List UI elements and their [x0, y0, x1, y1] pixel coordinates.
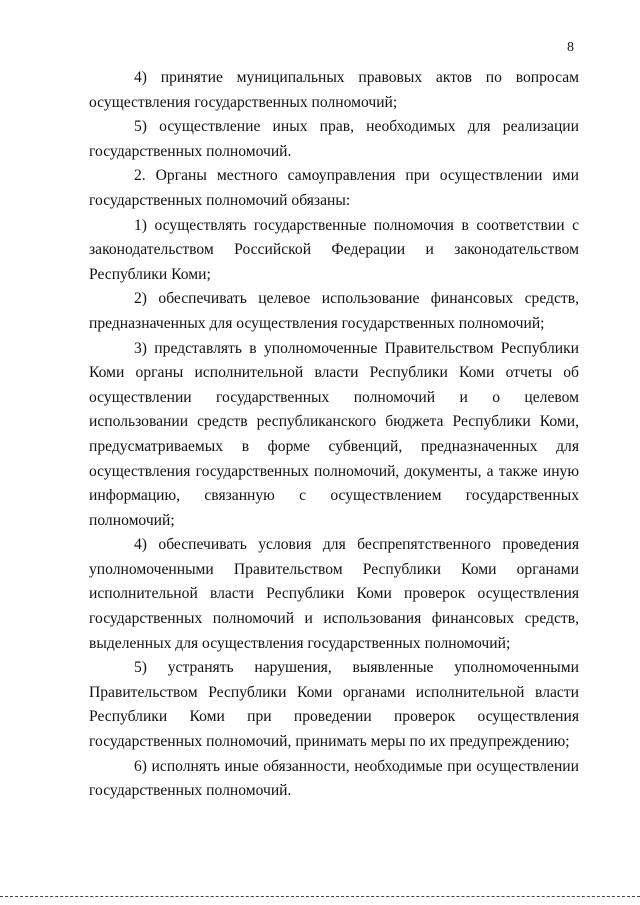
footer-rule — [0, 896, 640, 898]
paragraph-obligation-5: 5) устранять нарушения, выявленные уполномоченными Правительством Республики Коми органами исполнительной власти Республики Коми при проведении проверок осуществления государственных полномочий, принимать меры по их предупреждению; — [89, 659, 579, 751]
paragraph-obligation-3: 3) представлять в уполномоченные Правительством Республики Коми органы исполнительной власти Республики Коми отчеты об осуществлении государственных полномочий и о целевом использовании средств республиканского бюджета Республики Коми, предусматриваемых в форме субвенций, предназначенных для осуществления государственных полномочий, документы, а также иную информацию, связанную с осуществлением государственных полномочий; — [89, 339, 579, 529]
paragraph-obligation-4: 4) обеспечивать условия для беспрепятственного проведения уполномоченными Правительством Республики Коми органами исполнительной власти Республики Коми проверок осуществления государственных полномочий и использования финансовых средств, выделенных для осуществления государственных полномочий; — [89, 536, 579, 652]
page-number: 8 — [567, 40, 574, 55]
document-body — [89, 66, 579, 804]
paragraph-section-2-obligations: 2. Органы местного самоуправления при осуществлении ими государственных полномочий обязаны: — [89, 167, 579, 209]
paragraph-obligation-6: 6) исполнять иные обязанности, необходимые при осуществлении государственных полномочий. — [89, 757, 579, 800]
paragraph-obligation-1: 1) осуществлять государственные полномочия в соответствии с законодательством Российской Федерации и законодательством Республики Коми; — [89, 216, 579, 283]
paragraph-obligation-2: 2) обеспечивать целевое использование финансовых средств, предназначенных для осуществления государственных полномочий; — [89, 290, 579, 332]
paragraph-item-5-other-rights: 5) осуществление иных прав, необходимых для реализации государственных полномочий. — [89, 118, 579, 160]
paragraph-item-4-adopt-acts: 4) принятие муниципальных правовых актов по вопросам осуществления государственных полномочий; — [89, 69, 579, 111]
